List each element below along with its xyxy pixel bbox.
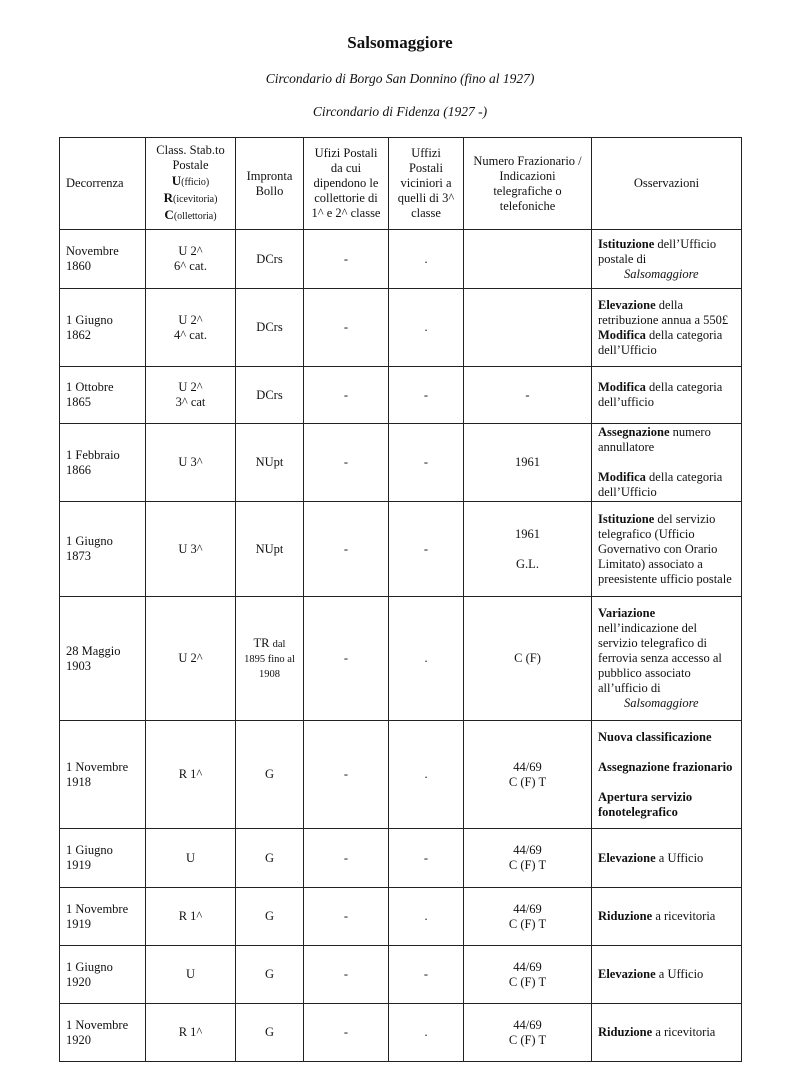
cell-date: 1 Giugno 1873 <box>60 502 146 597</box>
cell-numero <box>464 597 592 721</box>
cell-class: U <box>146 946 236 1004</box>
class-line1: U 2^ <box>178 244 203 258</box>
cell-class: R 1^ <box>146 1004 236 1062</box>
cell-uffizi: - <box>389 829 464 888</box>
obs-bold-2: Modifica <box>598 327 646 342</box>
cell-bollo: G <box>236 829 304 888</box>
cell-uffizi: . <box>389 888 464 946</box>
table-row <box>60 230 742 289</box>
header-numero-frazionario: Numero Frazionario / Indicazioni telegrafiche o telefoniche <box>464 138 592 230</box>
header-u-rest: (fficio) <box>181 177 210 188</box>
bollo-main: TR <box>253 636 270 650</box>
obs-bold: Assegnazione <box>598 425 670 439</box>
cell-ufizi: - <box>304 289 389 367</box>
cell-ufizi: - <box>304 597 389 721</box>
cell-bollo: G <box>236 721 304 829</box>
obs-italic: Salsomaggiore <box>624 266 699 281</box>
cell-date: 1 Febbraio 1866 <box>60 424 146 502</box>
numero-line2: C (F) T <box>508 1032 547 1047</box>
cell-date: 1 Giugno 1919 <box>60 829 146 888</box>
obs-bold: Istituzione <box>598 236 655 251</box>
cell-numero <box>464 230 592 289</box>
obs-text: a ricevitoria <box>652 1025 716 1039</box>
obs-text: numero annullatore <box>598 425 711 454</box>
obs-bold-2: Assegnazione frazionario <box>598 759 733 774</box>
numero-line2: C (F) T <box>508 858 547 872</box>
table-row <box>60 721 742 829</box>
numero-line1: 44/69 <box>513 959 542 974</box>
header-c-rest: (ollettoria) <box>173 211 217 222</box>
obs-bold-3: Apertura servizio fonotelegrafico <box>598 789 693 819</box>
page-title: Salsomaggiore <box>347 33 453 52</box>
obs-bold: Istituzione <box>598 511 655 526</box>
obs-text-2: della categoria dell’Ufficio <box>598 327 723 357</box>
header-decorrenza: Decorrenza <box>60 138 146 230</box>
header-classificazione <box>146 138 236 230</box>
class-line2: 6^ cat. <box>174 259 207 273</box>
obs-bold: Elevazione <box>598 850 656 865</box>
obs-text: nell’indicazione del servizio telegrafico di ferrovia senza accesso al pubblico associato all’ufficio di <box>598 621 722 695</box>
table-row <box>60 888 742 946</box>
cell-numero <box>464 367 592 424</box>
cell-class <box>146 289 236 367</box>
cell-osservazioni <box>592 367 742 424</box>
cell-bollo: NUpt <box>236 424 304 502</box>
subtitle-circondario-borgo: Circondario di Borgo San Donnino (fino al 1927) <box>265 71 535 86</box>
obs-text: della retribuzione annua a 550£ <box>598 297 729 327</box>
cell-numero <box>464 946 592 1004</box>
cell-date: 1 Novembre 1919 <box>60 888 146 946</box>
obs-text: a Ufficio <box>655 967 704 981</box>
cell-uffizi: . <box>389 721 464 829</box>
numero-line2: C (F) T <box>508 974 547 989</box>
obs-bold: Riduzione <box>598 1025 653 1039</box>
cell-bollo: G <box>236 1004 304 1062</box>
cell-class: U 3^ <box>146 424 236 502</box>
class-line2: 3^ cat <box>175 395 206 409</box>
cell-osservazioni <box>592 829 742 888</box>
header-r-rest: (icevitoria) <box>172 194 218 205</box>
cell-ufizi: - <box>304 424 389 502</box>
numero-line2: C (F) T <box>508 774 547 789</box>
class-line1: U 2^ <box>178 380 203 394</box>
cell-uffizi: - <box>389 946 464 1004</box>
cell-osservazioni <box>592 721 742 829</box>
class-line1: U 2^ <box>178 312 203 327</box>
cell-date: 1 Novembre 1920 <box>60 1004 146 1062</box>
obs-bold: Variazione <box>598 606 656 620</box>
numero-line2: G.L. <box>516 556 539 571</box>
class-line2: 4^ cat. <box>174 327 207 342</box>
obs-text: a Ufficio <box>655 850 704 865</box>
obs-bold: Elevazione <box>598 297 656 312</box>
cell-ufizi: - <box>304 946 389 1004</box>
cell-ufizi: - <box>304 721 389 829</box>
table-row <box>60 424 742 502</box>
cell-date: 28 Maggio 1903 <box>60 597 146 721</box>
obs-bold: Nuova classificazione <box>598 729 712 744</box>
cell-uffizi: . <box>389 597 464 721</box>
cell-bollo: G <box>236 946 304 1004</box>
cell-class: U 3^ <box>146 502 236 597</box>
table-row <box>60 946 742 1004</box>
postal-history-table <box>59 137 742 1062</box>
cell-class <box>146 367 236 424</box>
obs-text-2: della categoria dell’Ufficio <box>598 470 723 499</box>
cell-uffizi: . <box>389 289 464 367</box>
numero-line1: 44/69 <box>513 901 542 916</box>
table-row <box>60 367 742 424</box>
header-osservazioni: Osservazioni <box>592 138 742 230</box>
cell-uffizi: - <box>389 424 464 502</box>
table-row <box>60 829 742 888</box>
cell-numero <box>464 1004 592 1062</box>
header-c-letter: C <box>164 207 174 222</box>
cell-numero <box>464 502 592 597</box>
numero-line1: 44/69 <box>513 1017 542 1032</box>
cell-uffizi: - <box>389 502 464 597</box>
cell-bollo: NUpt <box>236 502 304 597</box>
cell-osservazioni <box>592 424 742 502</box>
header-class-line1: Class. Stab.to <box>156 143 225 157</box>
obs-bold-2: Modifica <box>598 470 646 484</box>
cell-osservazioni <box>592 888 742 946</box>
header-ufizi-postali: Ufizi Postali da cui dipendono le collettorie di 1^ e 2^ classe <box>304 138 389 230</box>
cell-uffizi: . <box>389 230 464 289</box>
cell-bollo: G <box>236 888 304 946</box>
numero-line1: 1961 <box>515 526 540 541</box>
header-class-line2: Postale <box>172 158 209 172</box>
cell-bollo: DCrs <box>236 230 304 289</box>
obs-bold: Elevazione <box>598 967 656 981</box>
cell-ufizi: - <box>304 230 389 289</box>
bollo-note: dal 1895 fino al 1908 <box>244 639 295 680</box>
header-impronta-bollo: Impronta Bollo <box>236 138 304 230</box>
header-r-letter: R <box>163 190 173 205</box>
table-row <box>60 289 742 367</box>
cell-class: R 1^ <box>146 721 236 829</box>
obs-italic: Salsomaggiore <box>624 696 699 710</box>
cell-bollo: DCrs <box>236 289 304 367</box>
numero-line1: 44/69 <box>513 843 542 857</box>
cell-osservazioni <box>592 289 742 367</box>
cell-class: U 2^ <box>146 597 236 721</box>
numero-line1: 1961 <box>515 455 540 469</box>
cell-numero <box>464 829 592 888</box>
cell-ufizi: - <box>304 502 389 597</box>
obs-text: a ricevitoria <box>652 909 716 923</box>
cell-osservazioni <box>592 230 742 289</box>
cell-ufizi: - <box>304 888 389 946</box>
cell-date: Novembre 1860 <box>60 230 146 289</box>
cell-ufizi: - <box>304 829 389 888</box>
numero-line1: - <box>525 387 530 402</box>
header-u-letter: U <box>171 173 182 188</box>
table-row <box>60 502 742 597</box>
cell-date: 1 Giugno 1920 <box>60 946 146 1004</box>
cell-date: 1 Giugno 1862 <box>60 289 146 367</box>
cell-numero <box>464 424 592 502</box>
obs-text: del servizio telegrafico (Ufficio Governativo con Orario Limitato) associato a preesistente ufficio postale <box>598 511 732 586</box>
obs-text: dell’Ufficio postale di <box>598 236 717 266</box>
cell-uffizi: . <box>389 1004 464 1062</box>
cell-bollo: DCrs <box>236 367 304 424</box>
cell-numero <box>464 289 592 367</box>
obs-text: della categoria dell’ufficio <box>598 380 723 409</box>
table-row <box>60 1004 742 1062</box>
cell-osservazioni <box>592 502 742 597</box>
cell-class: U <box>146 829 236 888</box>
cell-osservazioni <box>592 597 742 721</box>
numero-line1: C (F) <box>514 651 541 665</box>
cell-uffizi: - <box>389 367 464 424</box>
cell-ufizi: - <box>304 1004 389 1062</box>
cell-bollo <box>236 597 304 721</box>
header-uffizi-viciniori: Uffizi Postali viciniori a quelli di 3^ classe <box>389 138 464 230</box>
numero-line1: 44/69 <box>513 759 542 774</box>
cell-numero <box>464 888 592 946</box>
cell-class: R 1^ <box>146 888 236 946</box>
table-row <box>60 597 742 721</box>
cell-osservazioni <box>592 946 742 1004</box>
cell-numero <box>464 721 592 829</box>
cell-date: 1 Ottobre 1865 <box>60 367 146 424</box>
cell-class <box>146 230 236 289</box>
table-header-row <box>60 138 742 230</box>
cell-osservazioni <box>592 1004 742 1062</box>
cell-date: 1 Novembre 1918 <box>60 721 146 829</box>
obs-bold: Modifica <box>598 380 646 394</box>
obs-bold: Riduzione <box>598 909 653 923</box>
subtitle-circondario-fidenza: Circondario di Fidenza (1927 -) <box>312 104 488 119</box>
numero-line2: C (F) T <box>508 916 547 931</box>
cell-ufizi: - <box>304 367 389 424</box>
